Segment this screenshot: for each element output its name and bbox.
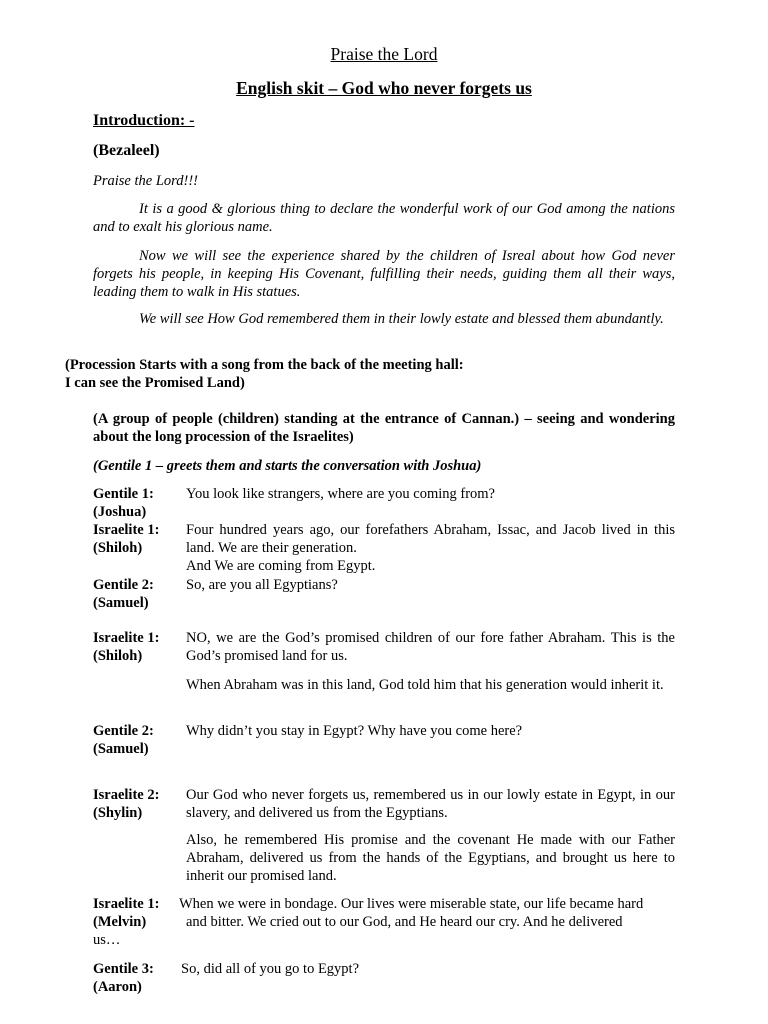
stage-direction-group: (A group of people (children) standing at the entrance of Cannan.) – seeing and wondering about the long procession of the Israelites): [93, 411, 675, 445]
dialogue-line: So, did all of you go to Egypt?: [181, 961, 360, 977]
dialogue-line: Also, he remembered His promise and the covenant He made with our Father Abraham, delivered us from the hands of the Egyptians, and brought us here to inherit our promised land.: [186, 832, 675, 884]
speaker-role: Gentile 2:: [93, 723, 154, 739]
dialogue-line: When Abraham was in this land, God told him that his generation would inherit it.: [186, 677, 664, 693]
intro-paragraph-2: [93, 247, 675, 301]
speaker-label: [93, 485, 183, 521]
speaker-role: Israelite 1:: [93, 630, 160, 646]
speaker-name: (Melvin): [93, 914, 147, 930]
dialogue-line: [186, 521, 675, 575]
procession-note-line-2: I can see the Promised Land): [65, 375, 245, 391]
page-title: Praise the Lord: [330, 44, 438, 64]
intro-paragraph-3-text: We will see How God remembered them in their lowly estate and blessed them abundantly.: [139, 311, 664, 327]
speaker-role: Gentile 2:: [93, 577, 154, 593]
intro-paragraph-2-text: Now we will see the experience shared by the children of Isreal about how God never forgets his people, in keeping His Covenant, fulfilling their needs, guiding them all their ways, leading them to walk in His statues.: [93, 248, 675, 300]
speaker-name: (Joshua): [93, 504, 147, 520]
introduction-heading: Introduction: -: [93, 112, 195, 129]
speaker-label: [93, 786, 183, 822]
dialogue-line: You look like strangers, where are you coming from?: [186, 486, 495, 502]
speaker-name: (Aaron): [93, 979, 142, 995]
dialogue-line: Why didn’t you stay in Egypt? Why have you come here?: [186, 723, 523, 739]
dialogue-line: Our God who never forgets us, remembered us in our lowly estate in Egypt, in our slavery, and delivered us from the Egyptians.: [186, 787, 675, 821]
speaker-role: Israelite 1:: [93, 896, 160, 912]
speaker-label: [93, 722, 183, 758]
intro-paragraph-3: [93, 310, 675, 328]
speaker-label: [93, 960, 183, 996]
speaker-label: [93, 629, 183, 665]
stage-direction-gentile: (Gentile 1 – greets them and starts the conversation with Joshua): [93, 458, 482, 474]
speaker-role: Israelite 2:: [93, 787, 160, 803]
intro-paragraph-1-text: It is a good & glorious thing to declare the wonderful work of our God among the nations and to exalt his glorious name.: [93, 201, 675, 235]
dialogue-line: NO, we are the God’s promised children of our fore father Abraham. This is the God’s promised land for us.: [186, 630, 675, 664]
speaker-name: (Shiloh): [93, 540, 143, 556]
speaker-name: (Shylin): [93, 805, 143, 821]
dialogue-line: us…: [93, 932, 121, 948]
procession-note-line-1: (Procession Starts with a song from the back of the meeting hall:: [65, 357, 464, 373]
speaker-name: (Shiloh): [93, 648, 143, 664]
intro-paragraph-1: [93, 200, 675, 236]
dialogue-line: When we were in bondage. Our lives were miserable state, our life became hard: [179, 896, 644, 912]
speaker-label: [93, 521, 183, 557]
skit-title: English skit – God who never forgets us: [236, 78, 532, 98]
greeting-text: Praise the Lord!!!: [93, 173, 198, 189]
dialogue-line: So, are you all Egyptians?: [186, 577, 338, 593]
dialogue-line-text: And We are coming from Egypt.: [186, 558, 376, 574]
speaker-role: Gentile 3:: [93, 961, 154, 977]
speaker-role: Israelite 1:: [93, 522, 160, 538]
speaker-role: Gentile 1:: [93, 486, 154, 502]
speaker-name: (Samuel): [93, 595, 149, 611]
speaker-label: [93, 576, 183, 612]
dialogue-line-text: Four hundred years ago, our forefathers Abraham, Issac, and Jacob lived in this land. We are their generation.: [186, 522, 675, 556]
speaker-label: [93, 895, 183, 931]
narrator-name: (Bezaleel): [93, 142, 160, 159]
speaker-name: (Samuel): [93, 741, 149, 757]
dialogue-line: and bitter. We cried out to our God, and He heard our cry. And he delivered: [186, 914, 623, 930]
